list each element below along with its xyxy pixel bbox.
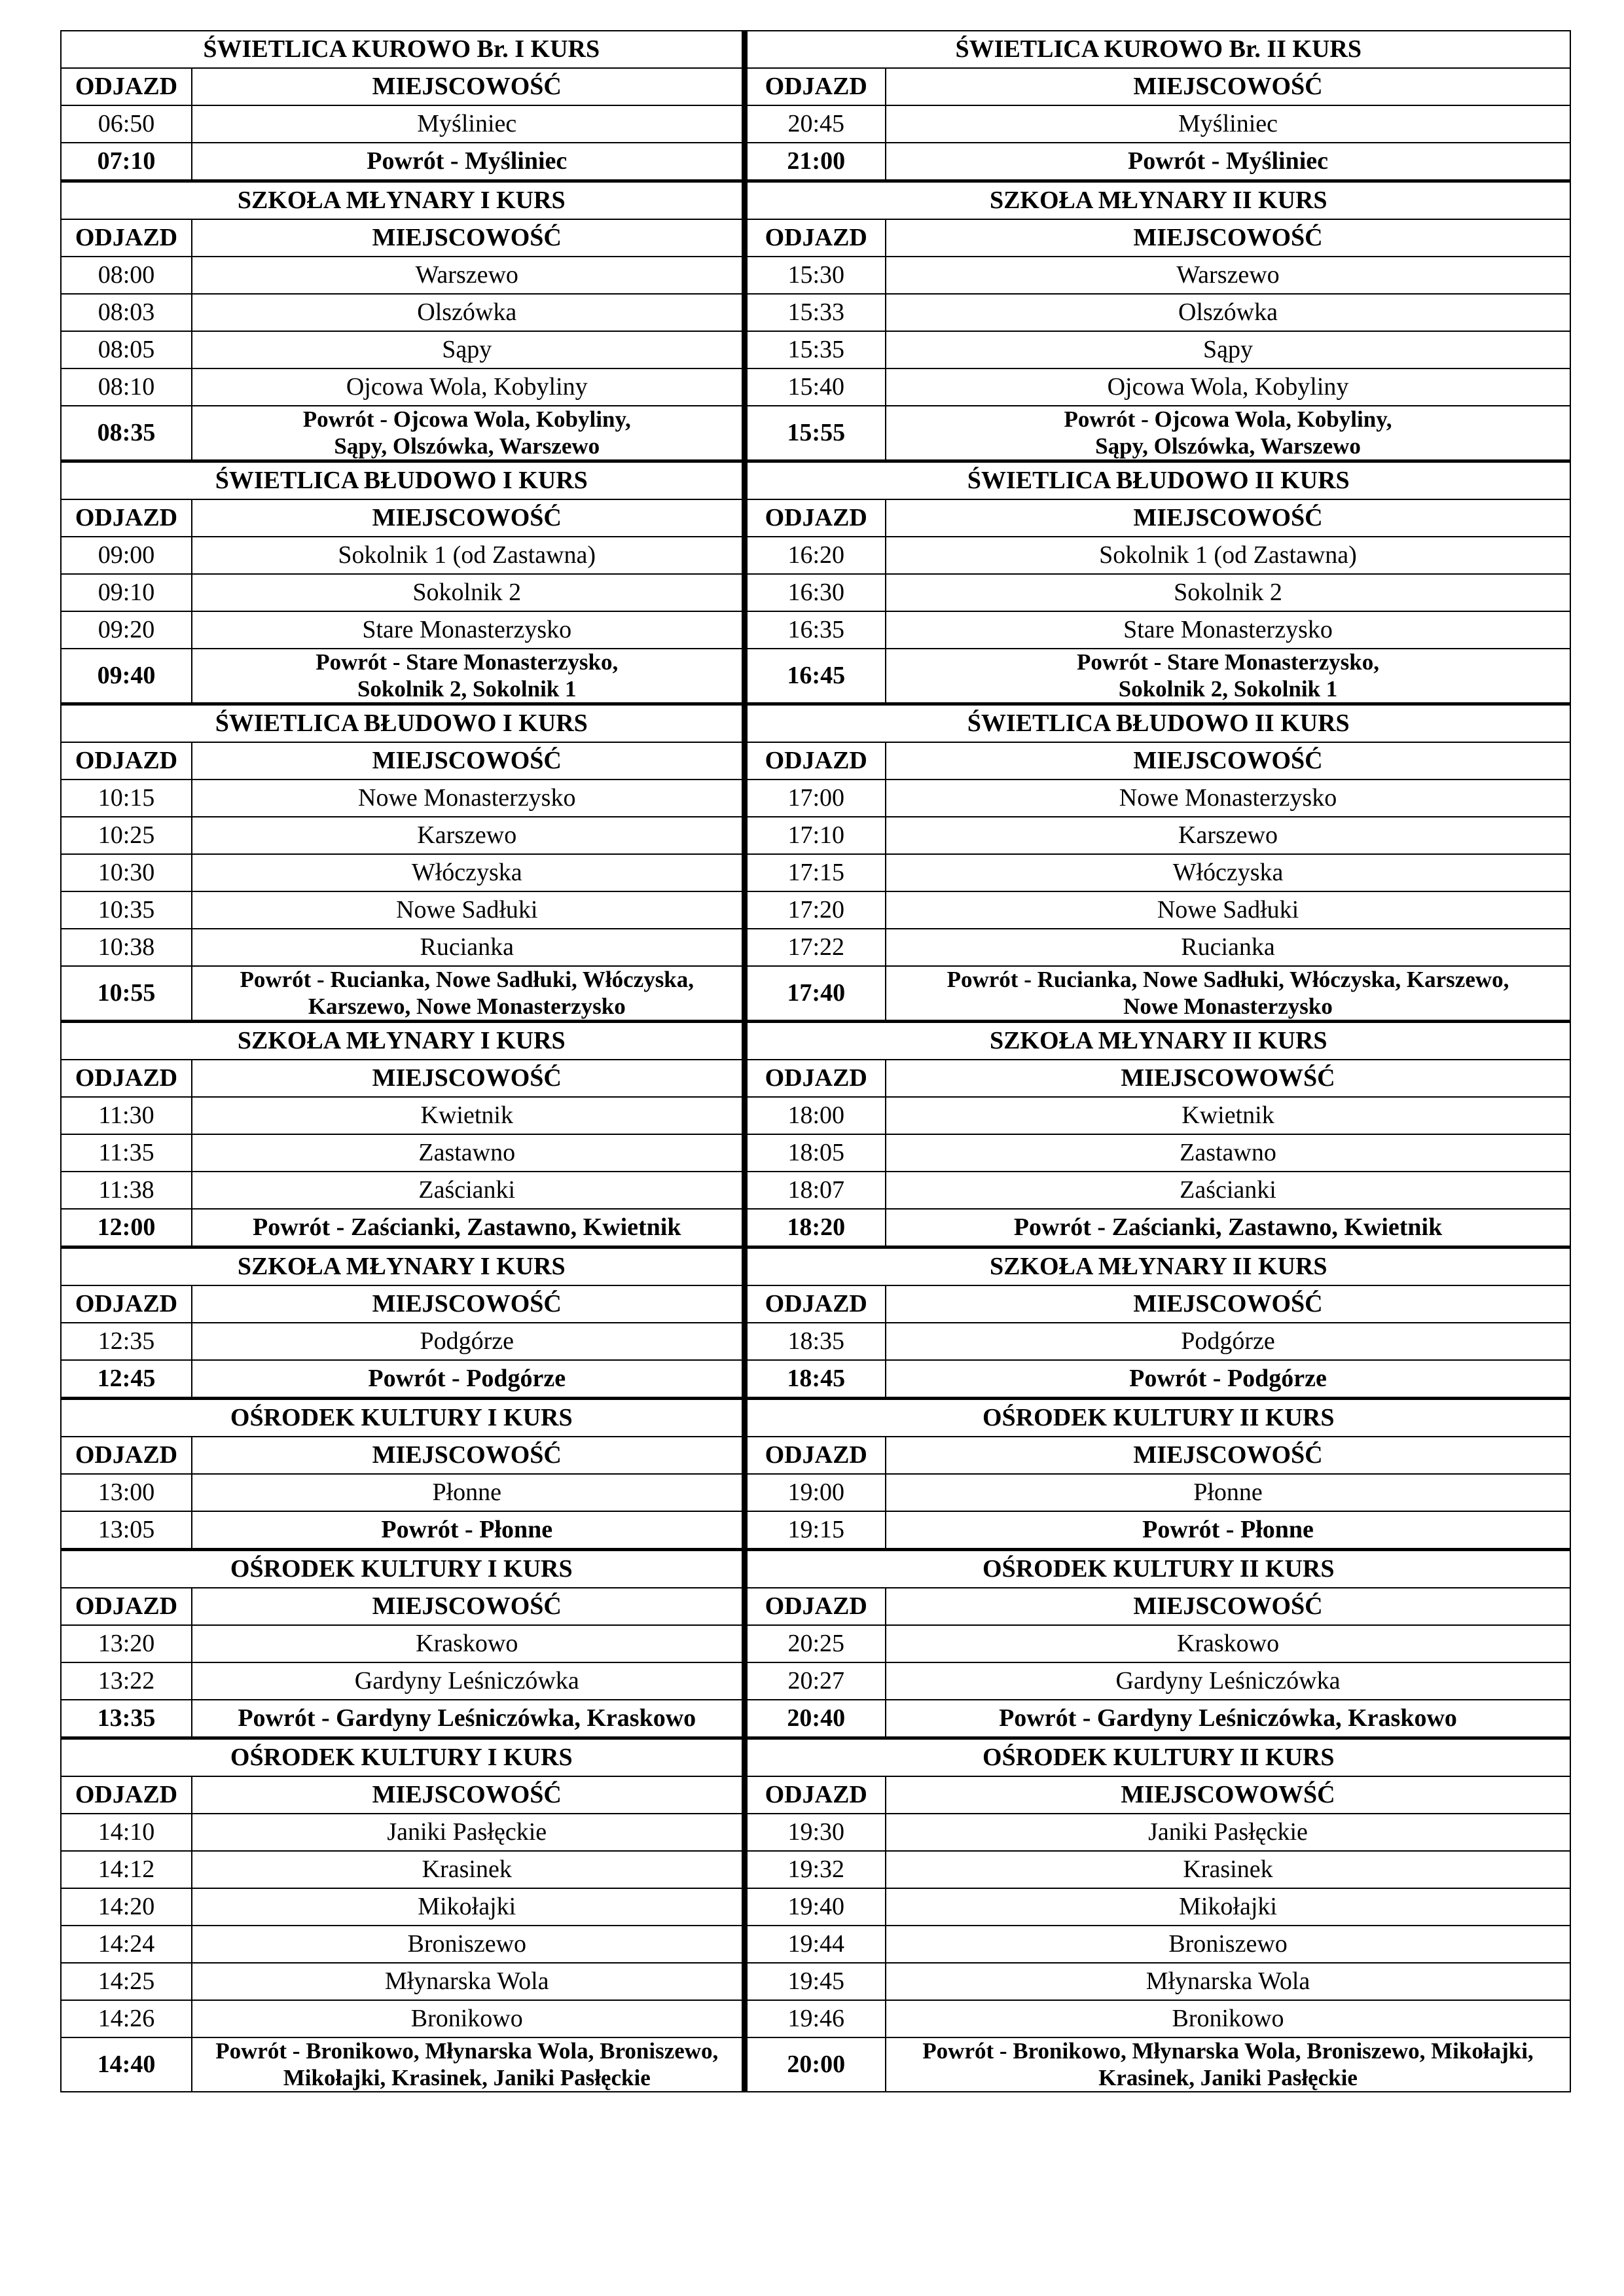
header-place-right: MIEJSCOWOŚĆ: [886, 499, 1570, 537]
column-header-row: [61, 1588, 1570, 1625]
table-row: [61, 1134, 1570, 1172]
departure-time-right: 19:46: [744, 2000, 886, 2037]
header-departure-left: ODJAZD: [61, 68, 192, 105]
departure-time-right: 15:30: [744, 257, 886, 294]
place-right: Powrót - Bronikowo, Młynarska Wola, Broniszewo, Mikołajki, Krasinek, Janiki Pasłęckie: [886, 2037, 1570, 2092]
departure-time-right: 15:55: [744, 406, 886, 461]
header-departure-right: ODJAZD: [744, 742, 886, 780]
departure-time-right: 20:00: [744, 2037, 886, 2092]
section-title-row: [61, 1247, 1570, 1286]
schedule-table: [60, 30, 1571, 2092]
header-place-right: MIEJSCOWOWŚĆ: [886, 1776, 1570, 1814]
departure-time-left: 09:40: [61, 649, 192, 704]
place-left: Myśliniec: [192, 105, 744, 143]
departure-time-right: 17:10: [744, 817, 886, 854]
section-title-left: OŚRODEK KULTURY I KURS: [61, 1550, 744, 1588]
place-left: Włóczyska: [192, 854, 744, 891]
section-title-right: SZKOŁA MŁYNARY II KURS: [744, 181, 1570, 220]
header-departure-right: ODJAZD: [744, 68, 886, 105]
table-row: [61, 1511, 1570, 1550]
place-left: Powrót - Rucianka, Nowe Sadłuki, Włóczyska, Karszewo, Nowe Monasterzysko: [192, 966, 744, 1022]
departure-time-left: 08:00: [61, 257, 192, 294]
departure-time-right: 18:07: [744, 1172, 886, 1209]
section-title-row: [61, 1022, 1570, 1060]
departure-time-left: 10:55: [61, 966, 192, 1022]
section-title-row: [61, 704, 1570, 743]
place-right: Warszewo: [886, 257, 1570, 294]
header-place-right: MIEJSCOWOŚĆ: [886, 742, 1570, 780]
place-left: Warszewo: [192, 257, 744, 294]
table-row: [61, 780, 1570, 817]
place-right: Sokolnik 1 (od Zastawna): [886, 537, 1570, 574]
place-left: Powrót - Zaścianki, Zastawno, Kwietnik: [192, 1209, 744, 1247]
table-row: [61, 929, 1570, 966]
place-left: Janiki Pasłęckie: [192, 1814, 744, 1851]
place-left: Nowe Monasterzysko: [192, 780, 744, 817]
place-left: Olszówka: [192, 294, 744, 331]
departure-time-left: 13:35: [61, 1700, 192, 1738]
table-row: [61, 966, 1570, 1022]
departure-time-left: 10:35: [61, 891, 192, 929]
column-header-row: [61, 742, 1570, 780]
departure-time-left: 12:45: [61, 1360, 192, 1399]
column-header-row: [61, 1060, 1570, 1097]
header-place-left: MIEJSCOWOŚĆ: [192, 68, 744, 105]
place-left: Kraskowo: [192, 1625, 744, 1662]
header-departure-right: ODJAZD: [744, 1285, 886, 1323]
departure-time-right: 20:25: [744, 1625, 886, 1662]
section-title-right: OŚRODEK KULTURY II KURS: [744, 1399, 1570, 1437]
place-left: Powrót - Ojcowa Wola, Kobyliny, Sąpy, Olszówka, Warszewo: [192, 406, 744, 461]
place-left: Nowe Sadłuki: [192, 891, 744, 929]
departure-time-left: 14:10: [61, 1814, 192, 1851]
section-title-right: ŚWIETLICA KUROWO Br. II KURS: [744, 31, 1570, 68]
table-row: [61, 1097, 1570, 1134]
departure-time-left: 13:20: [61, 1625, 192, 1662]
departure-time-left: 10:25: [61, 817, 192, 854]
departure-time-right: 19:00: [744, 1474, 886, 1511]
departure-time-left: 12:35: [61, 1323, 192, 1360]
table-row: [61, 294, 1570, 331]
departure-time-left: 10:30: [61, 854, 192, 891]
place-right: Powrót - Zaścianki, Zastawno, Kwietnik: [886, 1209, 1570, 1247]
table-row: [61, 1209, 1570, 1247]
place-left: Podgórze: [192, 1323, 744, 1360]
departure-time-right: 16:30: [744, 574, 886, 611]
header-departure-right: ODJAZD: [744, 499, 886, 537]
place-left: Broniszewo: [192, 1926, 744, 1963]
header-departure-right: ODJAZD: [744, 1437, 886, 1474]
departure-time-left: 11:30: [61, 1097, 192, 1134]
place-right: Nowe Monasterzysko: [886, 780, 1570, 817]
departure-time-right: 20:40: [744, 1700, 886, 1738]
departure-time-right: 17:22: [744, 929, 886, 966]
departure-time-right: 19:45: [744, 1963, 886, 2000]
table-row: [61, 105, 1570, 143]
table-row: [61, 1360, 1570, 1399]
header-departure-left: ODJAZD: [61, 1437, 192, 1474]
departure-time-left: 13:22: [61, 1662, 192, 1700]
departure-time-right: 17:40: [744, 966, 886, 1022]
place-right: Powrót - Ojcowa Wola, Kobyliny, Sąpy, Olszówka, Warszewo: [886, 406, 1570, 461]
departure-time-right: 18:45: [744, 1360, 886, 1399]
header-place-right: MIEJSCOWOŚĆ: [886, 1437, 1570, 1474]
place-left: Karszewo: [192, 817, 744, 854]
header-departure-right: ODJAZD: [744, 1588, 886, 1625]
departure-time-right: 16:20: [744, 537, 886, 574]
section-title-row: [61, 181, 1570, 220]
place-right: Krasinek: [886, 1851, 1570, 1888]
departure-time-left: 14:40: [61, 2037, 192, 2092]
departure-time-left: 14:20: [61, 1888, 192, 1926]
table-row: [61, 891, 1570, 929]
place-left: Bronikowo: [192, 2000, 744, 2037]
section-title-row: [61, 1550, 1570, 1588]
table-row: [61, 1474, 1570, 1511]
place-right: Zaścianki: [886, 1172, 1570, 1209]
departure-time-right: 19:15: [744, 1511, 886, 1550]
place-left: Sąpy: [192, 331, 744, 368]
header-place-right: MIEJSCOWOWŚĆ: [886, 1060, 1570, 1097]
place-right: Sąpy: [886, 331, 1570, 368]
departure-time-right: 19:44: [744, 1926, 886, 1963]
table-row: [61, 574, 1570, 611]
place-right: Płonne: [886, 1474, 1570, 1511]
section-title-left: OŚRODEK KULTURY I KURS: [61, 1399, 744, 1437]
place-right: Powrót - Myśliniec: [886, 143, 1570, 181]
departure-time-left: 10:15: [61, 780, 192, 817]
departure-time-left: 13:00: [61, 1474, 192, 1511]
table-row: [61, 537, 1570, 574]
place-left: Młynarska Wola: [192, 1963, 744, 2000]
departure-time-left: 14:12: [61, 1851, 192, 1888]
table-row: [61, 1172, 1570, 1209]
departure-time-left: 08:10: [61, 368, 192, 406]
section-title-left: OŚRODEK KULTURY I KURS: [61, 1738, 744, 1777]
column-header-row: [61, 1776, 1570, 1814]
place-left: Powrót - Myśliniec: [192, 143, 744, 181]
column-header-row: [61, 1285, 1570, 1323]
departure-time-left: 07:10: [61, 143, 192, 181]
section-title-row: [61, 1399, 1570, 1437]
table-row: [61, 1851, 1570, 1888]
place-left: Powrót - Płonne: [192, 1511, 744, 1550]
section-title-row: [61, 461, 1570, 500]
section-title-left: ŚWIETLICA KUROWO Br. I KURS: [61, 31, 744, 68]
header-place-left: MIEJSCOWOŚĆ: [192, 219, 744, 257]
place-left: Powrót - Podgórze: [192, 1360, 744, 1399]
section-title-left: ŚWIETLICA BŁUDOWO I KURS: [61, 704, 744, 743]
place-right: Powrót - Płonne: [886, 1511, 1570, 1550]
table-row: [61, 1700, 1570, 1738]
departure-time-right: 15:35: [744, 331, 886, 368]
place-right: Młynarska Wola: [886, 1963, 1570, 2000]
schedule-body: [61, 31, 1570, 2092]
place-right: Włóczyska: [886, 854, 1570, 891]
departure-time-right: 17:00: [744, 780, 886, 817]
place-right: Janiki Pasłęckie: [886, 1814, 1570, 1851]
header-place-left: MIEJSCOWOŚĆ: [192, 1060, 744, 1097]
place-left: Zastawno: [192, 1134, 744, 1172]
place-right: Myśliniec: [886, 105, 1570, 143]
place-right: Podgórze: [886, 1323, 1570, 1360]
place-right: Zastawno: [886, 1134, 1570, 1172]
departure-time-right: 20:45: [744, 105, 886, 143]
header-place-left: MIEJSCOWOŚĆ: [192, 1776, 744, 1814]
table-row: [61, 1926, 1570, 1963]
place-right: Rucianka: [886, 929, 1570, 966]
place-left: Sokolnik 2: [192, 574, 744, 611]
place-right: Ojcowa Wola, Kobyliny: [886, 368, 1570, 406]
place-right: Sokolnik 2: [886, 574, 1570, 611]
table-row: [61, 257, 1570, 294]
place-right: Mikołajki: [886, 1888, 1570, 1926]
header-departure-left: ODJAZD: [61, 499, 192, 537]
place-right: Karszewo: [886, 817, 1570, 854]
place-right: Powrót - Rucianka, Nowe Sadłuki, Włóczyska, Karszewo, Nowe Monasterzysko: [886, 966, 1570, 1022]
place-left: Kwietnik: [192, 1097, 744, 1134]
column-header-row: [61, 499, 1570, 537]
departure-time-right: 15:33: [744, 294, 886, 331]
table-row: [61, 1814, 1570, 1851]
place-right: Powrót - Stare Monasterzysko, Sokolnik 2, Sokolnik 1: [886, 649, 1570, 704]
header-place-right: MIEJSCOWOŚĆ: [886, 1285, 1570, 1323]
section-title-right: OŚRODEK KULTURY II KURS: [744, 1738, 1570, 1777]
header-departure-right: ODJAZD: [744, 1776, 886, 1814]
table-row: [61, 649, 1570, 704]
departure-time-right: 20:27: [744, 1662, 886, 1700]
departure-time-right: 18:35: [744, 1323, 886, 1360]
place-left: Ojcowa Wola, Kobyliny: [192, 368, 744, 406]
departure-time-left: 08:35: [61, 406, 192, 461]
place-left: Płonne: [192, 1474, 744, 1511]
section-title-row: [61, 1738, 1570, 1777]
departure-time-right: 19:40: [744, 1888, 886, 1926]
place-left: Mikołajki: [192, 1888, 744, 1926]
place-left: Stare Monasterzysko: [192, 611, 744, 649]
departure-time-right: 18:00: [744, 1097, 886, 1134]
place-left: Powrót - Stare Monasterzysko, Sokolnik 2, Sokolnik 1: [192, 649, 744, 704]
departure-time-left: 09:10: [61, 574, 192, 611]
header-departure-left: ODJAZD: [61, 1776, 192, 1814]
table-row: [61, 1625, 1570, 1662]
place-left: Sokolnik 1 (od Zastawna): [192, 537, 744, 574]
header-place-right: MIEJSCOWOŚĆ: [886, 1588, 1570, 1625]
place-left: Rucianka: [192, 929, 744, 966]
table-row: [61, 368, 1570, 406]
departure-time-left: 06:50: [61, 105, 192, 143]
section-title-left: ŚWIETLICA BŁUDOWO I KURS: [61, 461, 744, 500]
departure-time-left: 12:00: [61, 1209, 192, 1247]
table-row: [61, 854, 1570, 891]
table-row: [61, 2000, 1570, 2037]
departure-time-right: 19:32: [744, 1851, 886, 1888]
departure-time-right: 18:05: [744, 1134, 886, 1172]
place-left: Powrót - Gardyny Leśniczówka, Kraskowo: [192, 1700, 744, 1738]
departure-time-left: 10:38: [61, 929, 192, 966]
section-title-right: ŚWIETLICA BŁUDOWO II KURS: [744, 461, 1570, 500]
departure-time-right: 21:00: [744, 143, 886, 181]
place-left: Krasinek: [192, 1851, 744, 1888]
header-departure-left: ODJAZD: [61, 1588, 192, 1625]
place-left: Powrót - Bronikowo, Młynarska Wola, Broniszewo, Mikołajki, Krasinek, Janiki Pasłęckie: [192, 2037, 744, 2092]
header-place-left: MIEJSCOWOŚĆ: [192, 742, 744, 780]
table-row: [61, 1963, 1570, 2000]
place-right: Kwietnik: [886, 1097, 1570, 1134]
header-place-right: MIEJSCOWOŚĆ: [886, 68, 1570, 105]
header-place-left: MIEJSCOWOŚĆ: [192, 1285, 744, 1323]
column-header-row: [61, 219, 1570, 257]
departure-time-right: 17:20: [744, 891, 886, 929]
departure-time-left: 09:20: [61, 611, 192, 649]
section-title-left: SZKOŁA MŁYNARY I KURS: [61, 181, 744, 220]
place-left: Gardyny Leśniczówka: [192, 1662, 744, 1700]
place-right: Broniszewo: [886, 1926, 1570, 1963]
departure-time-right: 18:20: [744, 1209, 886, 1247]
table-row: [61, 817, 1570, 854]
place-right: Powrót - Podgórze: [886, 1360, 1570, 1399]
header-departure-right: ODJAZD: [744, 219, 886, 257]
section-title-row: [61, 31, 1570, 68]
departure-time-left: 14:25: [61, 1963, 192, 2000]
departure-time-left: 08:05: [61, 331, 192, 368]
departure-time-left: 09:00: [61, 537, 192, 574]
section-title-right: ŚWIETLICA BŁUDOWO II KURS: [744, 704, 1570, 743]
header-place-right: MIEJSCOWOŚĆ: [886, 219, 1570, 257]
table-row: [61, 143, 1570, 181]
section-title-right: SZKOŁA MŁYNARY II KURS: [744, 1247, 1570, 1286]
section-title-left: SZKOŁA MŁYNARY I KURS: [61, 1247, 744, 1286]
table-row: [61, 406, 1570, 461]
place-right: Kraskowo: [886, 1625, 1570, 1662]
place-right: Olszówka: [886, 294, 1570, 331]
departure-time-right: 16:45: [744, 649, 886, 704]
header-departure-left: ODJAZD: [61, 1285, 192, 1323]
column-header-row: [61, 68, 1570, 105]
header-departure-right: ODJAZD: [744, 1060, 886, 1097]
place-right: Gardyny Leśniczówka: [886, 1662, 1570, 1700]
column-header-row: [61, 1437, 1570, 1474]
departure-time-left: 11:38: [61, 1172, 192, 1209]
section-title-right: OŚRODEK KULTURY II KURS: [744, 1550, 1570, 1588]
table-row: [61, 1662, 1570, 1700]
header-place-left: MIEJSCOWOŚĆ: [192, 1437, 744, 1474]
departure-time-left: 08:03: [61, 294, 192, 331]
departure-time-right: 17:15: [744, 854, 886, 891]
departure-time-right: 16:35: [744, 611, 886, 649]
departure-time-right: 15:40: [744, 368, 886, 406]
header-departure-left: ODJAZD: [61, 219, 192, 257]
table-row: [61, 2037, 1570, 2092]
section-title-left: SZKOŁA MŁYNARY I KURS: [61, 1022, 744, 1060]
place-right: Nowe Sadłuki: [886, 891, 1570, 929]
table-row: [61, 1888, 1570, 1926]
place-left: Zaścianki: [192, 1172, 744, 1209]
place-right: Stare Monasterzysko: [886, 611, 1570, 649]
table-row: [61, 331, 1570, 368]
header-departure-left: ODJAZD: [61, 1060, 192, 1097]
departure-time-left: 14:24: [61, 1926, 192, 1963]
section-title-right: SZKOŁA MŁYNARY II KURS: [744, 1022, 1570, 1060]
departure-time-left: 11:35: [61, 1134, 192, 1172]
table-row: [61, 611, 1570, 649]
departure-time-right: 19:30: [744, 1814, 886, 1851]
header-departure-left: ODJAZD: [61, 742, 192, 780]
departure-time-left: 14:26: [61, 2000, 192, 2037]
header-place-left: MIEJSCOWOŚĆ: [192, 499, 744, 537]
place-right: Powrót - Gardyny Leśniczówka, Kraskowo: [886, 1700, 1570, 1738]
header-place-left: MIEJSCOWOŚĆ: [192, 1588, 744, 1625]
table-row: [61, 1323, 1570, 1360]
departure-time-left: 13:05: [61, 1511, 192, 1550]
place-right: Bronikowo: [886, 2000, 1570, 2037]
